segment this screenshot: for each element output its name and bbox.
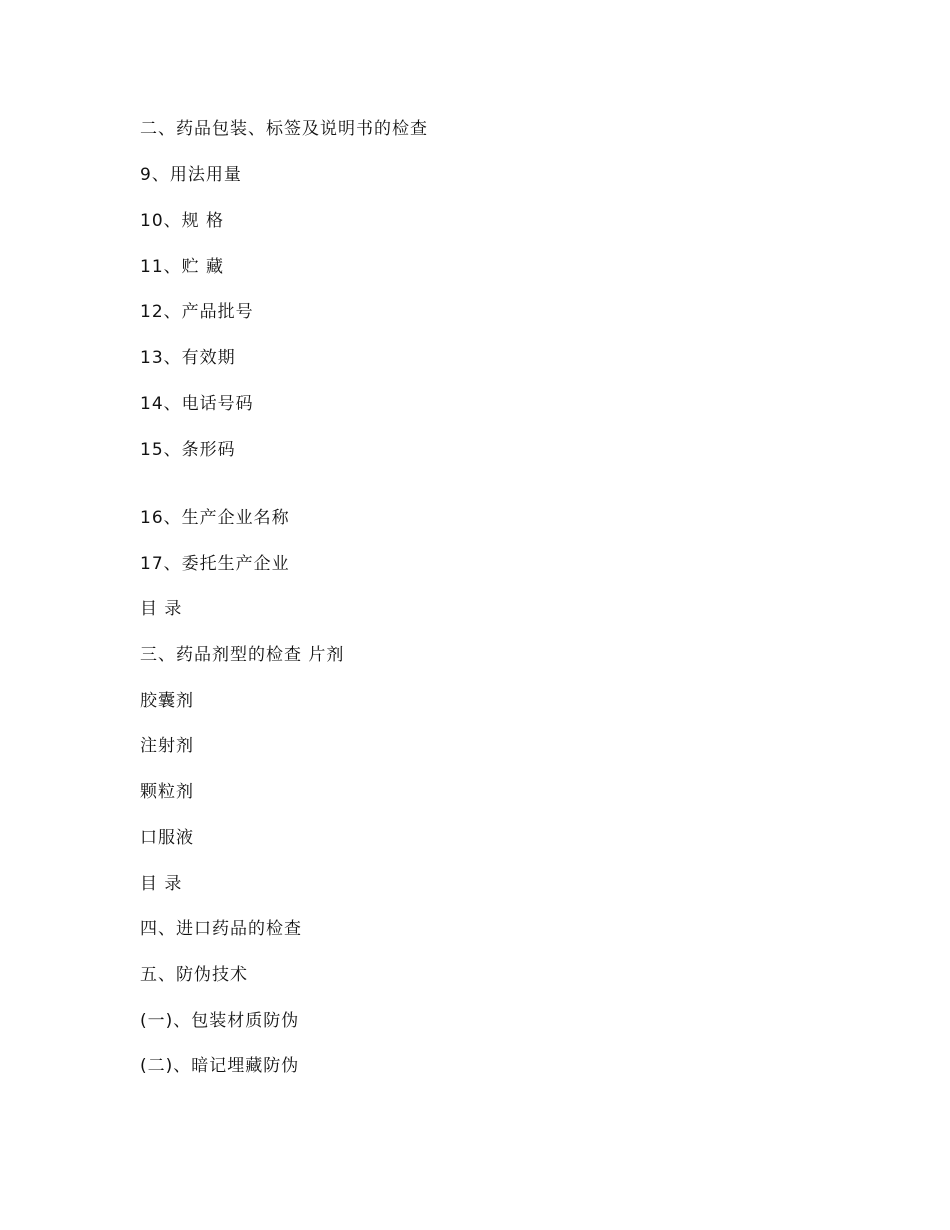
section-heading-anti-counterfeit: 五、防伪技术	[140, 965, 248, 985]
item-batch-number: 12、产品批号	[140, 302, 254, 322]
item-oral-liquid: 口服液	[140, 828, 194, 848]
item-expiry-date: 13、有效期	[140, 348, 236, 368]
item-barcode: 15、条形码	[140, 440, 236, 460]
item-specification: 10、规 格	[140, 211, 225, 231]
item-capsules: 胶囊剂	[140, 691, 194, 711]
item-injections: 注射剂	[140, 736, 194, 756]
section-heading-packaging-labels: 二、药品包装、标签及说明书的检查	[140, 119, 428, 139]
section-heading-dosage-forms: 三、药品剂型的检查 片剂	[140, 645, 345, 665]
item-hidden-marks: (二)、暗记埋藏防伪	[140, 1056, 300, 1076]
item-manufacturer-name: 16、生产企业名称	[140, 508, 290, 528]
section-heading-imported-drugs: 四、进口药品的检查	[140, 919, 302, 939]
item-phone-number: 14、电话号码	[140, 394, 254, 414]
item-contract-manufacturer: 17、委托生产企业	[140, 554, 290, 574]
item-granules: 颗粒剂	[140, 782, 194, 802]
table-of-contents-heading: 目 录	[140, 874, 183, 894]
table-of-contents-heading: 目 录	[140, 599, 183, 619]
item-usage-dosage: 9、用法用量	[140, 165, 242, 185]
item-packaging-material: (一)、包装材质防伪	[140, 1011, 300, 1031]
item-storage: 11、贮 藏	[140, 257, 225, 277]
